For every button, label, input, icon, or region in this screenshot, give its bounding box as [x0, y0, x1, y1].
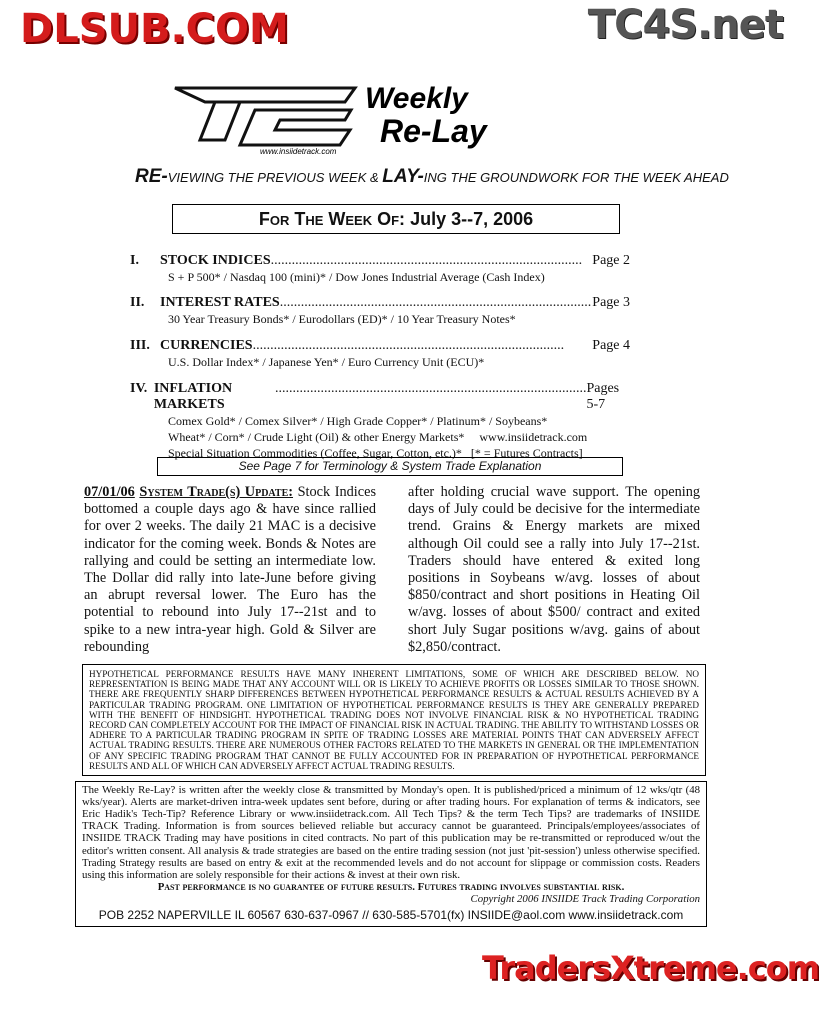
- logo-weekly: Weekly: [365, 82, 468, 115]
- toc-page: Page 3: [592, 295, 630, 310]
- footer-box: [75, 781, 707, 927]
- update-date: 07/01/06: [84, 484, 135, 500]
- update-columns: [75, 484, 706, 656]
- toc-sub: Comex Gold* / Comex Silver* / High Grade Copper* / Platinum* / Soybeans*: [168, 414, 548, 428]
- week-box: [172, 204, 620, 234]
- toc-num: IV.: [130, 381, 148, 396]
- tagline-part2: ING THE GROUNDWORK FOR THE WEEK AHEAD: [423, 170, 729, 185]
- weekly-relay-logo: [165, 80, 525, 155]
- toc-sub: Special Situation Commodities (Coffee, Sugar, Cotton, etc.)* [* = Futures Contracts]: [168, 446, 583, 460]
- toc-num: II.: [130, 295, 145, 310]
- dlsub-watermark: DLSUB.COM: [20, 6, 289, 52]
- toc-num: III.: [130, 338, 150, 353]
- tradersxtreme-watermark: TradersXtreme.com: [482, 949, 819, 987]
- toc-title: INFLATION MARKETS: [153, 381, 233, 412]
- tagline-re: RE-: [135, 166, 168, 187]
- disclaimer-box: HYPOTHETICAL PERFORMANCE RESULTS HAVE MANY INHERENT LIMITATIONS, SOME OF WHICH ARE DESCRIBED BELOW. NO REPRESENTATION IS BEING MADE THAT ANY ACCOUNT WILL OR IS LIKELY TO ACHIEVE PROFITS OR LOSSES SIMILAR TO THOSE SHOWN. THERE ARE FREQUENTLY SHARP DIFFERENCES BETWEEN HYPOTHETICAL PERFORMANCE RESULTS & ACTUAL RESULTS ACHIEVED BY A PARTICULAR TRADING PROGRAM. ONE LIMITATION OF HYPOTHETICAL PERFORMANCE RESULTS IS THEY ARE GENERALLY PREPARED WITH THE BENEFIT OF HINDSIGHT. HYPOTHETICAL TRADING DOES NOT INVOLVE FINANCIAL RISK & NO HYPOTHETICAL TRADING RECORD CAN COMPLETELY ACCOUNT FOR THE IMPACT OF FINANCIAL RISK IN ACTUAL TRADING. THE ABILITY TO WITHSTAND LOSSES OR ADHERE TO A PARTICULAR TRADING PROGRAM IN SPITE OF TRADING LOSSES ARE MATERIAL POINTS THAT CAN ADVERSELY AFFECT ACTUAL TRADING RESULTS. THERE ARE NUMEROUS OTHER FACTORS RELATED TO THE MARKETS IN GENERAL OR THE IMPLEMENTATION OF ANY SPECIFIC TRADING PROGRAM THAT CANNOT BE FULLY ACCOUNTED FOR IN PREPARATION OF HYPOTHETICAL PERFORMANCE RESULTS AND ALL OF WHICH CAN ADVERSELY AFFECT ACTUAL TRADING RESULTS.: [82, 664, 706, 776]
- copyright: Copyright 2006 INSIIDE Track Trading Corporation: [470, 892, 700, 905]
- update-heading: System Trade(s) Update:: [139, 484, 294, 500]
- tagline-lay: LAY-: [382, 166, 424, 187]
- toc-page: Pages 5-7: [586, 381, 620, 412]
- toc-item: II. INTEREST RATES ......................................................................................... Page 3 30 Year Treasury Bonds* / Eurodollars (ED)* / 10 Year Treasury Notes*: [130, 295, 630, 326]
- tagline: [135, 166, 729, 188]
- toc-title: INTEREST RATES: [160, 295, 280, 310]
- toc-item: III. CURRENCIES ......................................................................................... Page 4 U.S. Dollar Index* / Japanese Yen* / Euro Currency Unit (ECU)*: [130, 338, 630, 369]
- update-left-column: [84, 484, 376, 656]
- tc4s-watermark: TC4S.net: [587, 2, 783, 48]
- contact-address: POB 2252 NAPERVILLE IL 60567 630-637-0967 // 630-585-5701(fx) INSIIDE@aol.com www.insiidetrack.com: [98, 908, 684, 922]
- toc-sub: 30 Year Treasury Bonds* / Eurodollars (ED)* / 10 Year Treasury Notes*: [168, 312, 516, 326]
- toc-title: CURRENCIES: [160, 338, 253, 353]
- update-right-column: after holding crucial wave support. The opening days of July could be decisive for the intermediate trend. Grains & Energy markets are mixed although Oil could see a rally into July 17--21st. Traders should have entered & exited long positions in Soybeans w/avg. losses of about $850/contract and short positions in Heating Oil w/avg. losses of about $500/ contract and exited short July Sugar positions w/avg. gains of about $2,850/contract.: [408, 484, 700, 655]
- toc-sub: S + P 500* / Nasdaq 100 (mini)* / Dow Jones Industrial Average (Cash Index): [168, 270, 545, 284]
- toc-item: I. STOCK INDICES ......................................................................................... Page 2 S + P 500* / Nasdaq 100 (mini)* / Dow Jones Industrial Average (Cash Index): [130, 253, 630, 284]
- risk-warning: Past performance is no guarantee of future results. Futures trading involves substantial risk.: [157, 880, 625, 893]
- toc-sub: U.S. Dollar Index* / Japanese Yen* / Euro Currency Unit (ECU)*: [168, 355, 485, 369]
- logo-url: www.insiidetrack.com: [260, 147, 337, 156]
- toc-title: STOCK INDICES: [160, 253, 271, 268]
- lower-content: [75, 484, 819, 987]
- week-dates: July 3--7, 2006: [410, 209, 534, 229]
- tagline-part1: VIEWING THE PREVIOUS WEEK &: [167, 170, 383, 185]
- week-label: For The Week Of:: [258, 209, 406, 229]
- toc-page: Page 2: [592, 253, 630, 268]
- toc-sub: Wheat* / Corn* / Crude Light (Oil) & other Energy Markets* www.insiidetrack.com: [168, 430, 588, 444]
- footer-body: The Weekly Re-Lay? is written after the weekly close & transmitted by Monday's open. It is published/priced a minimum of 12 wks/qtr (48 wks/year). Alerts are market-driven intra-week updates sent before, during or after trading hours. For explanation of terms & indicators, see Eric Hadik's Tech-Tip? Reference Library or www.insiidetrack.com. All Tech Tips? & the term Tech Tips? are trademarks of INSIIDE TRACK Trading. Information is from sources believed reliable but accuracy cannot be guaranteed. Principals/employees/associates of INSIIDE TRACK Trading may have positions in cited contracts. No part of this publication may be re-transmitted or reproduced w/out the editor's written consent. All analysis & trade strategies are based on the entire trading session (not just 'pit-session') unless otherwise specified. Trading Strategy results are based on entry & exit at the recommended levels and do not account for slippage or commission costs. Readers using this information are solely responsible for their actions & invest at their own risk.: [82, 784, 700, 881]
- terminology-note: See Page 7 for Terminology & System Trade Explanation: [157, 457, 623, 476]
- toc-num: I.: [130, 253, 139, 268]
- update-left-text: Stock Indices bottomed a couple days ago & have since rallied for over 2 weeks. The daily 21 MAC is a decisive indicator for the coming week. Bonds & Notes are rallying and could be setting an intermediate low. The Dollar did rally into late-June before giving an abrupt reversal lower. The Euro has the potential to rebound into July 17--21st and to spike to a new intra-year high. Gold & Silver are rebounding: [84, 484, 377, 655]
- toc-page: Page 4: [592, 338, 630, 353]
- toc-item: IV. INFLATION MARKETS ......................................................................................... Pages 5-7 Comex Gold* / Comex Silver* / High Grade Copper* / Platinum* / Soybeans* Wheat* / Corn* / Crude Light (Oil) & other Energy Markets* www.insiidetrack.com Special Situation Commodities (Coffee, Sugar, Cotton, etc.)* [* = Futures Contracts]: [130, 381, 630, 461]
- logo-relay: Re-Lay: [380, 113, 487, 149]
